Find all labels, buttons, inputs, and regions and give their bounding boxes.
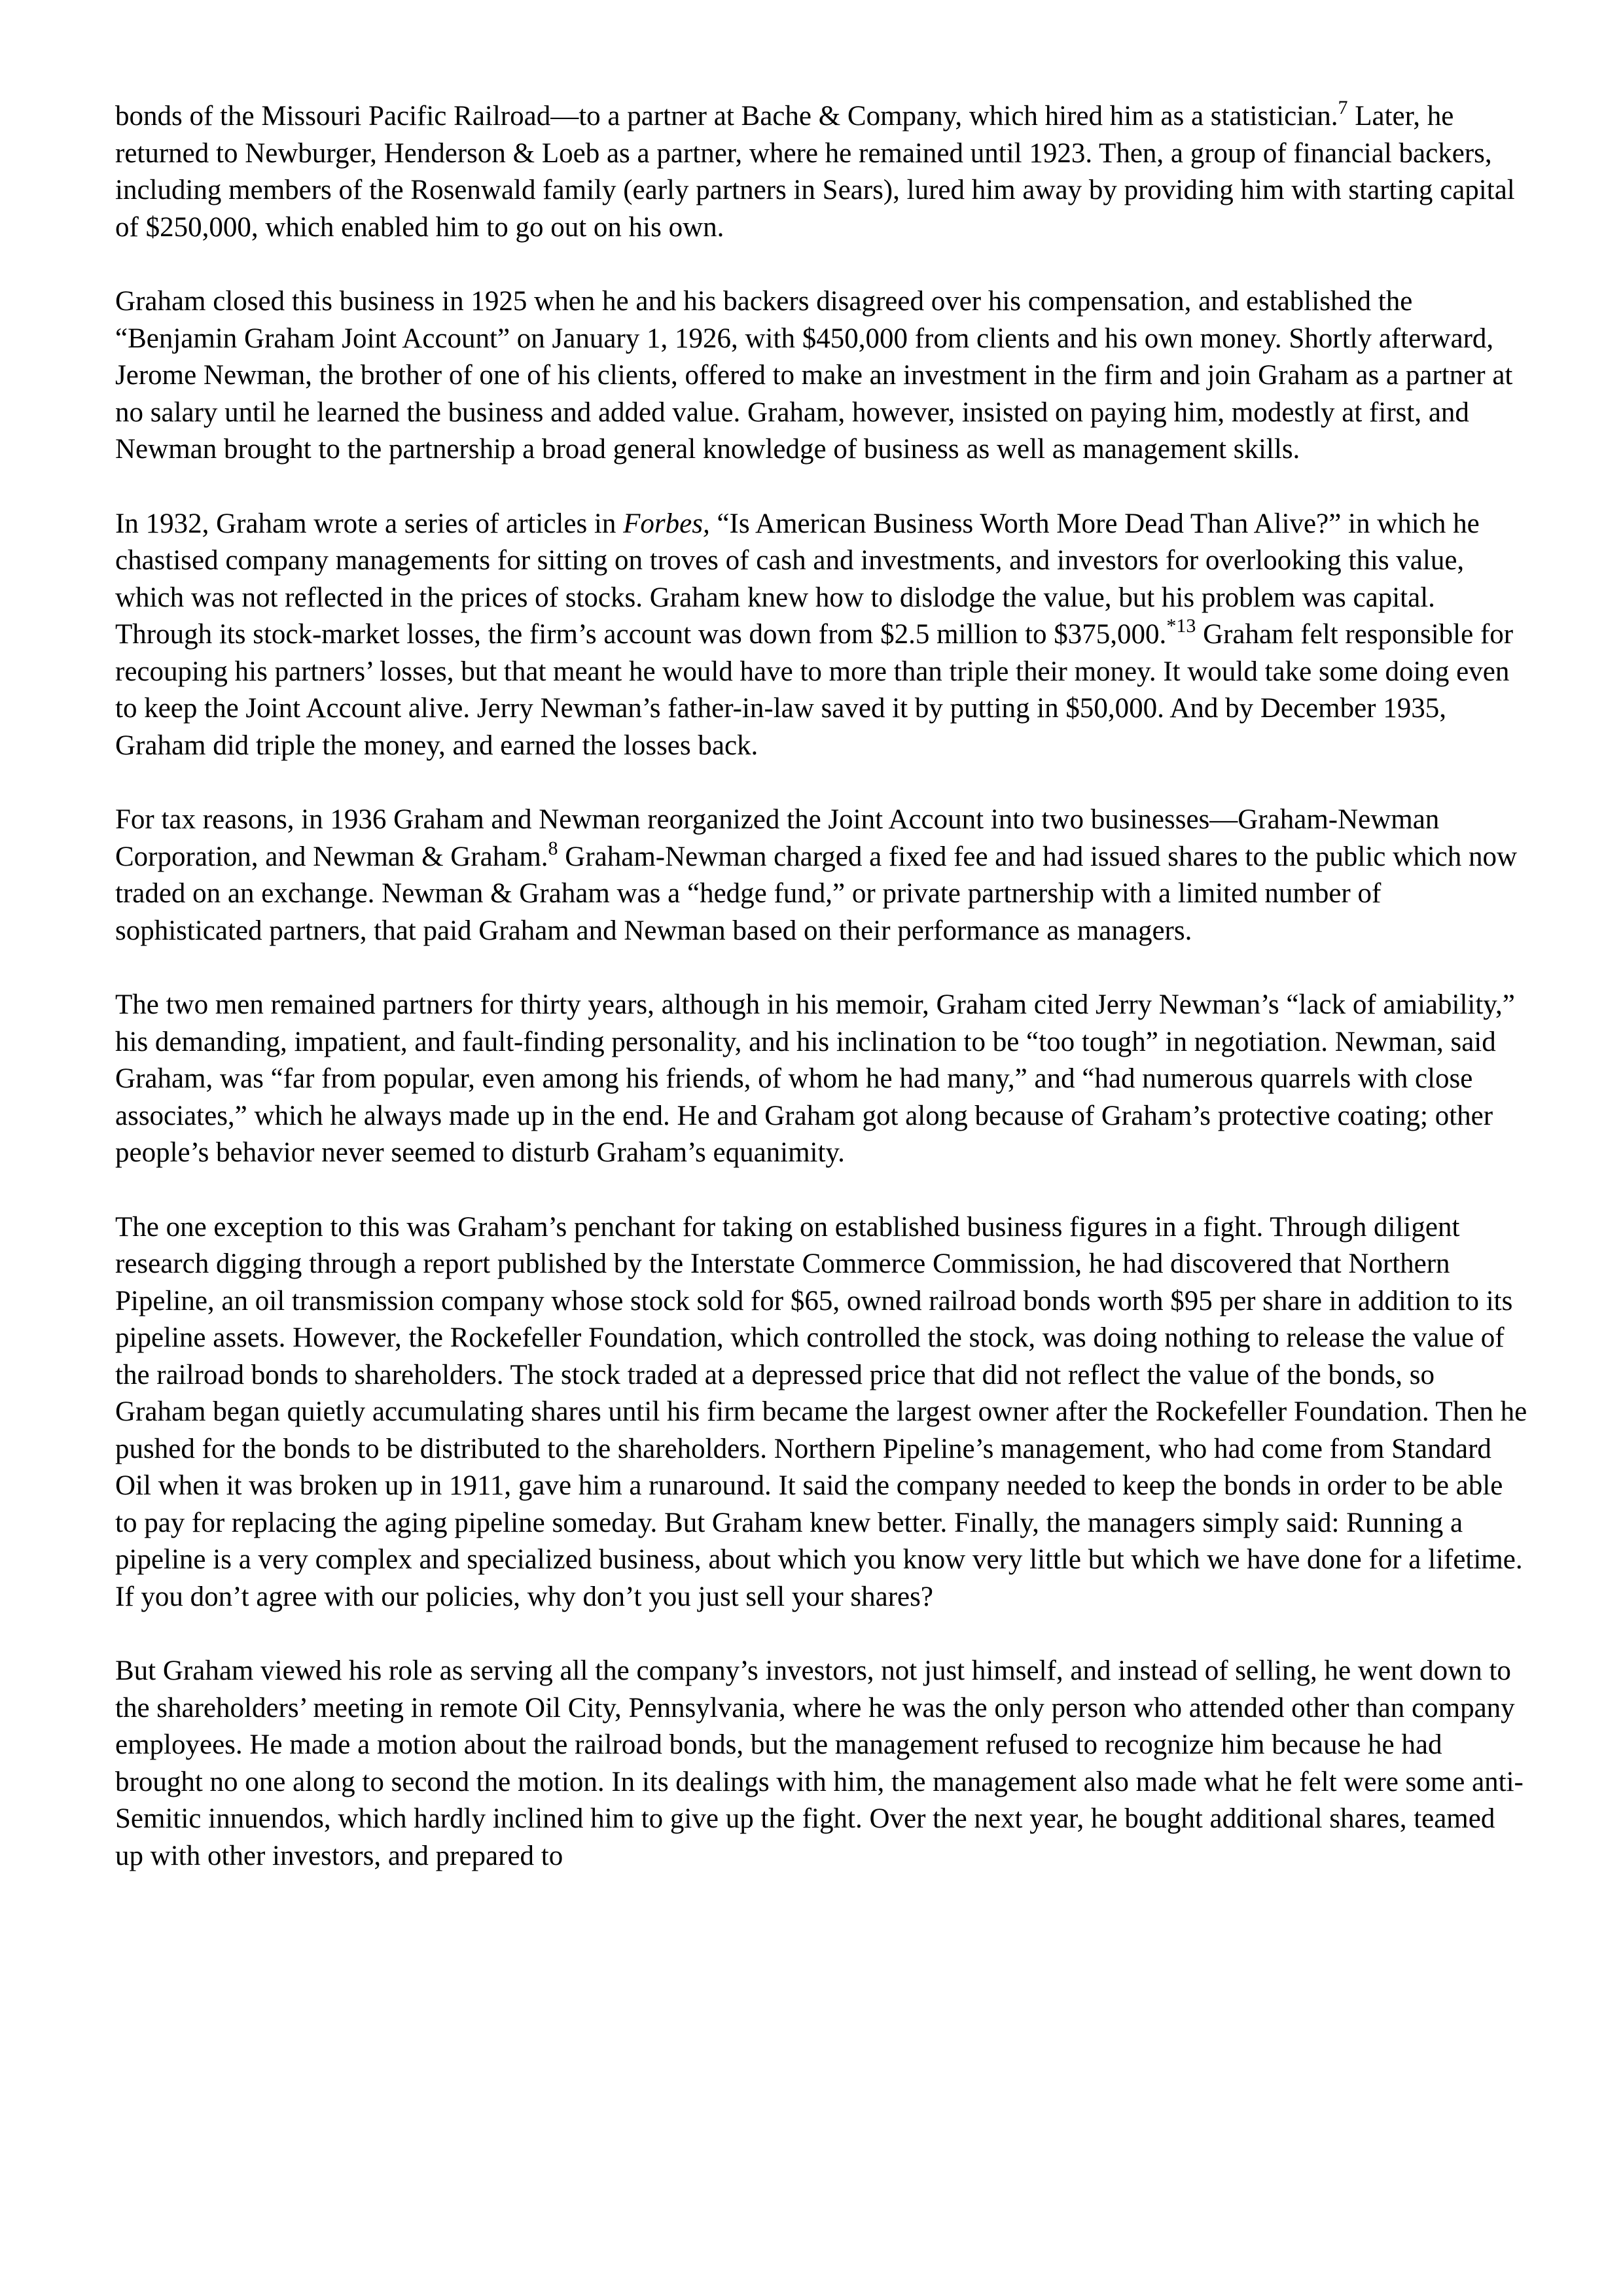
paragraph-5: The two men remained partners for thirty years, although in his memoir, Graham cited Jerry Newman’s “lack of amiability,” his demanding, impatient, and fault-finding personality, and his inclination to be “too tough” in negotiation. Newman, said Graham, was “far from popular, even among his friends, of whom he had many,” and “had numerous quarrels with close associates,” which he always made up in the end. He and Graham got along because of Graham’s protective coating; other people’s behavior never seemed to disturb Graham’s equanimity. bbox=[115, 989, 1515, 1168]
paragraph-1: bonds of the Missouri Pacific Railroad—to a partner at Bache & Company, which hired him as a statistician.$^7$ Later, he returned to Newburger, Henderson & Loeb as a partner, where he remained until 1923. Then, a group of financial backers, including members of the Rosenwald family (early partners in Sears), lured him away by providing him with starting capital of $250,000, which enabled him to go out on his own. bbox=[115, 97, 1515, 243]
italic-forbes: Forbes, bbox=[623, 508, 710, 539]
footnote-ref-8[interactable]: 8 bbox=[548, 837, 558, 859]
footnote-ref-7[interactable]: 7 bbox=[1338, 97, 1348, 118]
paragraph-3: In 1932, Graham wrote a series of articles in Forbes, “Is American Business Worth More Dead Than Alive?” in which he chastised company managements for sitting on troves of cash and investments, and investors for overlooking this value, which was not reflected in the prices of stocks. Graham knew how to dislodge the value, but his problem was capital. Through its stock-market losses, the firm’s account was down from $2.5 million to $375,000.$^{*13}$ Graham felt responsible for recouping his partners’ losses, but that meant he would have to more than triple their money. It would take some doing even to keep the Joint Account alive. Jerry Newman’s father-in-law saved it by putting in $50,000. And by December 1935, Graham did triple the money, and earned the losses back. bbox=[115, 508, 1514, 761]
paragraph-2: Graham closed this business in 1925 when he and his backers disagreed over his compensation, and established the “Benjamin Graham Joint Account” on January 1, 1926, with $450,000 from clients and his own money. Shortly afterward, Jerome Newman, the brother of one of his clients, offered to make an investment in the firm and join Graham as a partner at no salary until he learned the business and added value. Graham, however, insisted on paying him, modestly at first, and Newman brought to the partnership a broad general knowledge of business as well as management skills. bbox=[115, 286, 1513, 465]
document-page bbox=[115, 98, 1529, 1875]
paragraph-7: But Graham viewed his role as serving all the company’s investors, not just himself, and instead of selling, he went down to the shareholders’ meeting in remote Oil City, Pennsylvania, where he was the only person who attended other than company employees. He made a motion about the railroad bonds, but the management refused to recognize him because he had brought no one along to second the motion. In its dealings with him, the management also made what he felt were some anti-Semitic innuendos, which hardly inclined him to give up the fight. Over the next year, he bought additional shares, teamed up with other investors, and prepared to bbox=[115, 1655, 1524, 1871]
footnote-ref-13[interactable]: *13 bbox=[1166, 615, 1196, 637]
paragraph-6: The one exception to this was Graham’s penchant for taking on established business figures in a fight. Through diligent research digging through a report published by the Interstate Commerce Commission, he had discovered that Northern Pipeline, an oil transmission company whose stock sold for $65, owned railroad bonds worth $95 per share in addition to its pipeline assets. However, the Rockefeller Foundation, which controlled the stock, was doing nothing to release the value of the railroad bonds to shareholders. The stock traded at a depressed price that did not reflect the value of the bonds, so Graham began quietly accumulating shares until his firm became the largest owner after the Rockefeller Foundation. Then he pushed for the bonds to be distributed to the shareholders. Northern Pipeline’s management, who had come from Standard Oil when it was broken up in 1911, gave him a runaround. It said the company needed to keep the bonds in order to be able to pay for replacing the aging pipeline someday. But Graham knew better. Finally, the managers simply said: Running a pipeline is a very complex and specialized business, about which you know very little but which we have done for a lifetime. If you don’t agree with our policies, why don’t you just sell your shares? bbox=[115, 1211, 1527, 1612]
paragraph-4: For tax reasons, in 1936 Graham and Newman reorganized the Joint Account into two businesses—Graham-Newman Corporation, and Newman & Graham.$^8$ Graham-Newman charged a fixed fee and had issued shares to the public which now traded on an exchange. Newman & Graham was a “hedge fund,” or private partnership with a limited number of sophisticated partners, that paid Graham and Newman based on their performance as managers. bbox=[115, 804, 1518, 946]
